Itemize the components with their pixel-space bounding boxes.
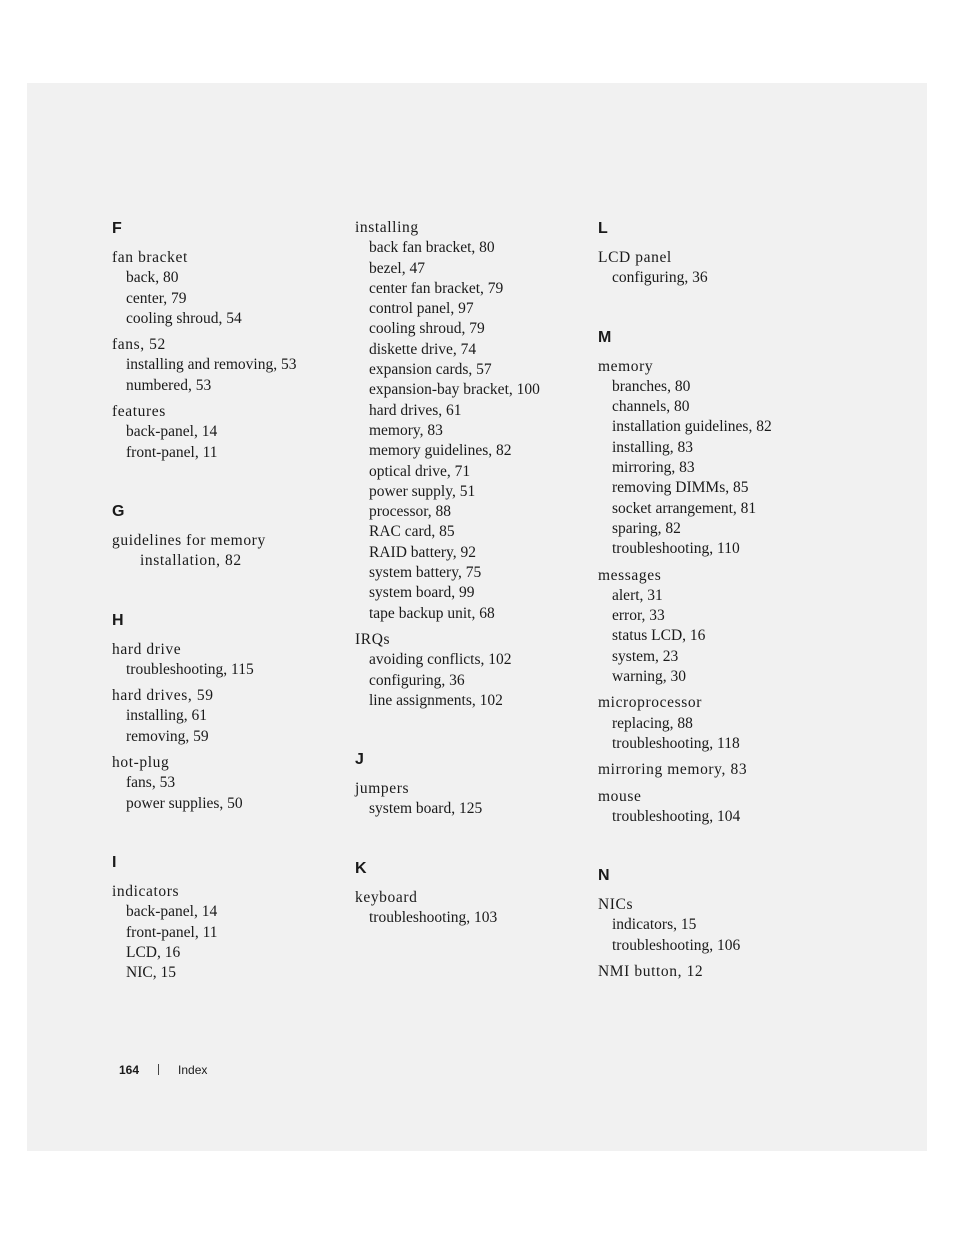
index-entry xyxy=(598,760,833,780)
index-subentry: front-panel, 11 xyxy=(126,443,218,461)
index-entry xyxy=(112,882,347,983)
index-subentry: bezel, 47 xyxy=(369,259,425,277)
index-term xyxy=(598,566,833,586)
index-subentry: configuring, 36 xyxy=(612,269,708,287)
index-term-text: NMI button, 12 xyxy=(598,963,704,981)
index-subentry: system battery, 75 xyxy=(369,564,482,582)
index-term xyxy=(112,753,347,773)
index-subentry: LCD, 16 xyxy=(126,943,181,961)
index-subentry: front-panel, 11 xyxy=(126,923,218,941)
index-section xyxy=(112,852,347,983)
index-entry xyxy=(112,248,347,329)
index-subentry: back fan bracket, 80 xyxy=(369,239,495,257)
index-section xyxy=(598,327,833,828)
index-term-text: indicators xyxy=(112,882,180,900)
index-entry xyxy=(598,895,833,956)
index-subentry: numbered, 53 xyxy=(126,376,212,394)
section-letter: I xyxy=(112,853,117,871)
index-subentry: troubleshooting, 110 xyxy=(612,540,740,558)
index-subentry: troubleshooting, 106 xyxy=(612,936,741,954)
index-subentry: mirroring, 83 xyxy=(612,459,695,477)
index-subentry: power supplies, 50 xyxy=(126,794,243,812)
index-subentry: RAID battery, 92 xyxy=(369,543,477,561)
index-entry xyxy=(355,630,590,711)
index-subentry: tape backup unit, 68 xyxy=(369,604,495,622)
index-subentry: back, 80 xyxy=(126,269,179,287)
index-entry xyxy=(112,640,347,681)
index-entry xyxy=(598,693,833,754)
index-entry xyxy=(598,962,833,982)
index-term xyxy=(355,779,590,799)
index-section xyxy=(355,218,590,711)
index-entry xyxy=(112,753,347,814)
index-subentry: troubleshooting, 103 xyxy=(369,909,498,927)
index-term-text: LCD panel xyxy=(598,249,672,266)
footer-section-label: Index xyxy=(178,1063,208,1077)
index-subentry: cooling shroud, 54 xyxy=(126,309,242,327)
index-subentry: optical drive, 71 xyxy=(369,462,471,480)
index-entry xyxy=(112,335,347,396)
index-term xyxy=(598,357,833,377)
index-subentry: troubleshooting, 104 xyxy=(612,807,741,825)
index-term xyxy=(598,760,833,780)
index-subentry: troubleshooting, 115 xyxy=(126,660,254,678)
index-subentry: processor, 88 xyxy=(369,503,452,521)
index-term xyxy=(112,531,347,572)
index-subentry: indicators, 15 xyxy=(612,916,697,934)
index-term xyxy=(598,895,833,915)
index-subentry: status LCD, 16 xyxy=(612,627,706,645)
index-subentry: expansion-bay bracket, 100 xyxy=(369,381,540,399)
index-term-text: NICs xyxy=(598,896,634,914)
index-term-text: hot-plug xyxy=(112,754,170,772)
section-letter: H xyxy=(112,611,124,629)
index-section xyxy=(355,749,590,820)
index-subentry: error, 33 xyxy=(612,607,665,625)
index-subentry: removing, 59 xyxy=(126,727,209,745)
index-term-text: fans, 52 xyxy=(112,336,166,354)
index-term-text: guidelines for memory xyxy=(112,531,266,549)
index-subentry: branches, 80 xyxy=(612,377,691,395)
index-term xyxy=(598,962,833,982)
page-footer xyxy=(119,1062,207,1078)
section-letter: F xyxy=(112,220,122,237)
index-subentry: RAC card, 85 xyxy=(369,523,455,541)
index-subentry: installation guidelines, 82 xyxy=(612,418,772,436)
index-section xyxy=(112,610,347,814)
index-section xyxy=(112,218,347,463)
index-subentry: troubleshooting, 118 xyxy=(612,734,740,752)
index-term-text: features xyxy=(112,403,166,421)
index-entry xyxy=(112,531,347,572)
section-letter: N xyxy=(598,867,610,885)
index-subentry: system, 23 xyxy=(612,647,679,665)
index-term-text: keyboard xyxy=(355,888,418,906)
index-term xyxy=(355,630,590,650)
section-letter: L xyxy=(598,220,608,237)
index-term-text: memory xyxy=(598,357,654,375)
index-subentry: channels, 80 xyxy=(612,398,690,416)
index-term-text: fan bracket xyxy=(112,249,188,266)
index-subentry: hard drives, 61 xyxy=(369,401,462,419)
index-subentry: socket arrangement, 81 xyxy=(612,499,757,517)
index-subentry: power supply, 51 xyxy=(369,482,476,500)
index-subentry: memory, 83 xyxy=(369,421,443,439)
index-subentry: control panel, 97 xyxy=(369,300,474,318)
section-letter: K xyxy=(355,859,367,877)
section-letter: J xyxy=(355,751,364,769)
index-term-text: jumpers xyxy=(355,780,410,798)
index-subentry: system board, 99 xyxy=(369,584,475,602)
section-letter: G xyxy=(112,502,125,520)
index-entry xyxy=(355,888,590,929)
index-section xyxy=(598,218,833,289)
footer-separator xyxy=(158,1064,159,1075)
index-term xyxy=(355,218,590,238)
index-term-text: mirroring memory, 83 xyxy=(598,761,748,779)
index-entry xyxy=(598,787,833,828)
index-subentry: avoiding conflicts, 102 xyxy=(369,651,512,669)
index-term-continuation: installation, 82 xyxy=(140,552,242,570)
index-term-text: IRQs xyxy=(355,630,391,648)
index-subentry: configuring, 36 xyxy=(369,671,465,689)
index-entry xyxy=(598,566,833,688)
index-subentry: NIC, 15 xyxy=(126,964,176,982)
index-term xyxy=(598,787,833,807)
index-subentry: installing, 61 xyxy=(126,707,207,725)
index-term xyxy=(598,693,833,713)
index-term xyxy=(112,248,347,268)
index-subentry: alert, 31 xyxy=(612,586,663,604)
index-entry xyxy=(355,779,590,820)
index-subentry: back-panel, 14 xyxy=(126,423,218,441)
index-subentry: system board, 125 xyxy=(369,800,483,818)
index-entry xyxy=(112,402,347,463)
index-column-3 xyxy=(598,218,833,1020)
index-entry xyxy=(112,686,347,747)
index-term xyxy=(355,888,590,908)
index-term xyxy=(112,686,347,706)
index-term xyxy=(112,882,347,902)
index-term-text: hard drives, 59 xyxy=(112,687,214,705)
index-term xyxy=(112,402,347,422)
index-subentry: replacing, 88 xyxy=(612,714,693,732)
index-subentry: installing, 83 xyxy=(612,438,693,456)
index-subentry: warning, 30 xyxy=(612,668,687,686)
index-entry xyxy=(355,218,590,624)
index-subentry: back-panel, 14 xyxy=(126,903,218,921)
page-number: 164 xyxy=(119,1063,140,1077)
index-term-text: installing xyxy=(355,219,419,236)
index-subentry: memory guidelines, 82 xyxy=(369,442,512,460)
index-subentry: center, 79 xyxy=(126,289,187,307)
index-column-1 xyxy=(112,218,347,1021)
index-term xyxy=(112,335,347,355)
index-term-text: mouse xyxy=(598,787,642,805)
index-term-text: hard drive xyxy=(112,640,182,658)
index-subentry: sparing, 82 xyxy=(612,519,681,537)
index-column-2 xyxy=(355,218,590,966)
index-subentry: expansion cards, 57 xyxy=(369,361,492,379)
index-subentry: installing and removing, 53 xyxy=(126,356,297,374)
index-subentry: cooling shroud, 79 xyxy=(369,320,485,338)
index-term-text: microprocessor xyxy=(598,694,702,712)
index-subentry: fans, 53 xyxy=(126,774,176,792)
index-term xyxy=(598,248,833,268)
index-entry xyxy=(598,357,833,560)
section-letter: M xyxy=(598,328,612,346)
index-section xyxy=(112,501,347,572)
index-term xyxy=(112,640,347,660)
index-section xyxy=(598,865,833,982)
index-section xyxy=(355,858,590,929)
index-entry xyxy=(598,248,833,289)
index-subentry: removing DIMMs, 85 xyxy=(612,479,749,497)
index-subentry: diskette drive, 74 xyxy=(369,340,477,358)
index-subentry: line assignments, 102 xyxy=(369,691,503,709)
index-subentry: center fan bracket, 79 xyxy=(369,279,504,297)
index-term-text: messages xyxy=(598,566,662,584)
